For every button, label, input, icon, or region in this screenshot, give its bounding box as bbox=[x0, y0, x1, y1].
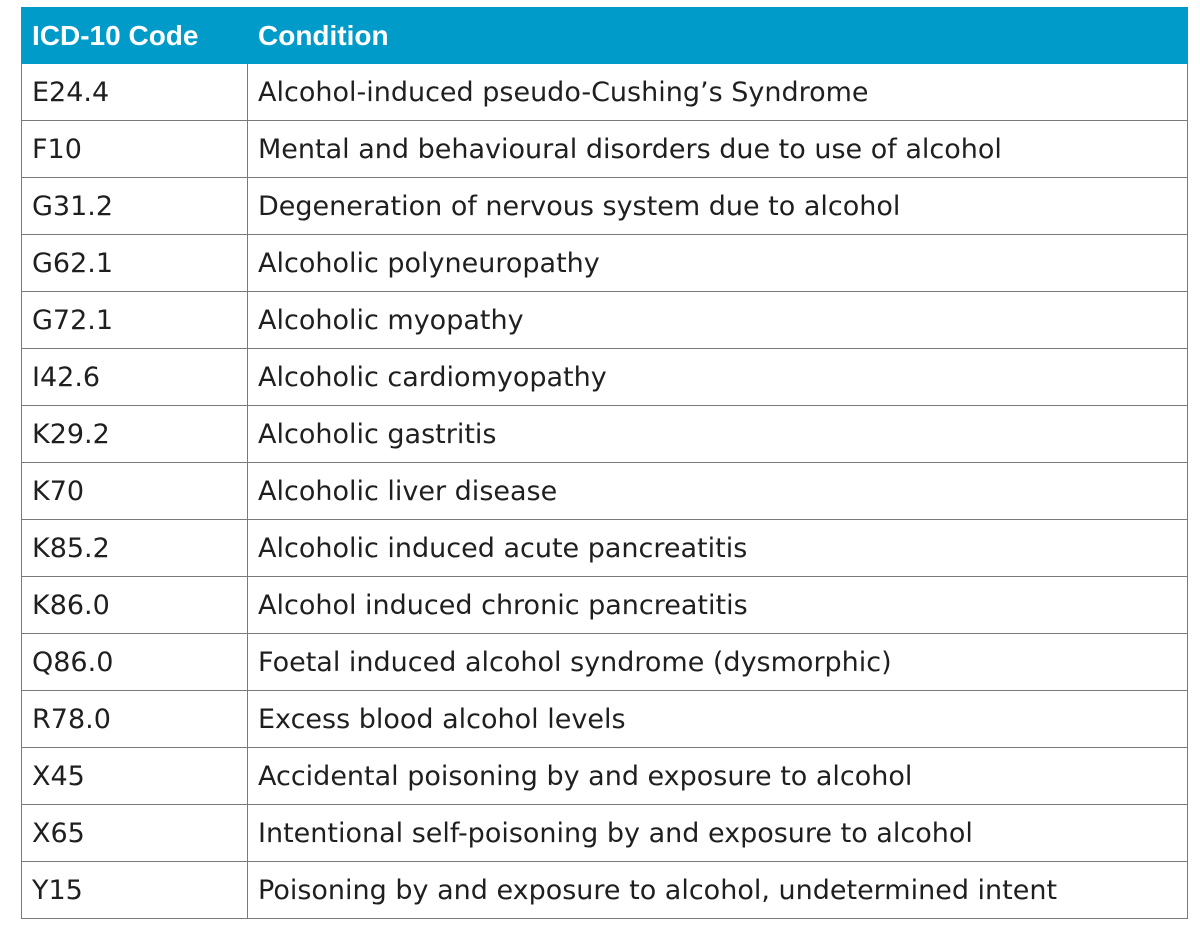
table-row bbox=[22, 64, 1188, 121]
condition-cell: Alcohol induced chronic pancreatitis bbox=[248, 577, 1188, 634]
condition-cell: Alcoholic liver disease bbox=[248, 463, 1188, 520]
code-cell: G62.1 bbox=[22, 235, 248, 292]
table-row bbox=[22, 121, 1188, 178]
table-header bbox=[22, 8, 1188, 64]
table-row bbox=[22, 748, 1188, 805]
condition-cell: Accidental poisoning by and exposure to alcohol bbox=[248, 748, 1188, 805]
code-cell: K86.0 bbox=[22, 577, 248, 634]
code-cell: I42.6 bbox=[22, 349, 248, 406]
code-cell: X45 bbox=[22, 748, 248, 805]
table-row bbox=[22, 691, 1188, 748]
condition-cell: Intentional self-poisoning by and exposure to alcohol bbox=[248, 805, 1188, 862]
table-row bbox=[22, 463, 1188, 520]
header-row bbox=[22, 8, 1188, 64]
condition-cell: Alcoholic induced acute pancreatitis bbox=[248, 520, 1188, 577]
table-row bbox=[22, 520, 1188, 577]
code-cell: Q86.0 bbox=[22, 634, 248, 691]
table-row bbox=[22, 577, 1188, 634]
table-row bbox=[22, 349, 1188, 406]
table-row bbox=[22, 178, 1188, 235]
condition-cell: Alcoholic cardiomyopathy bbox=[248, 349, 1188, 406]
condition-cell: Degeneration of nervous system due to alcohol bbox=[248, 178, 1188, 235]
icd-table-container bbox=[21, 7, 1187, 919]
table-body bbox=[22, 64, 1188, 919]
condition-cell: Excess blood alcohol levels bbox=[248, 691, 1188, 748]
code-cell: K29.2 bbox=[22, 406, 248, 463]
table-row bbox=[22, 406, 1188, 463]
code-cell: K85.2 bbox=[22, 520, 248, 577]
code-cell: X65 bbox=[22, 805, 248, 862]
condition-cell: Alcoholic myopathy bbox=[248, 292, 1188, 349]
condition-cell: Poisoning by and exposure to alcohol, undetermined intent bbox=[248, 862, 1188, 919]
column-header-code: ICD-10 Code bbox=[22, 8, 248, 64]
code-cell: G31.2 bbox=[22, 178, 248, 235]
column-header-condition: Condition bbox=[248, 8, 1188, 64]
table-row bbox=[22, 805, 1188, 862]
condition-cell: Mental and behavioural disorders due to use of alcohol bbox=[248, 121, 1188, 178]
code-cell: E24.4 bbox=[22, 64, 248, 121]
code-cell: Y15 bbox=[22, 862, 248, 919]
code-cell: K70 bbox=[22, 463, 248, 520]
condition-cell: Alcoholic polyneuropathy bbox=[248, 235, 1188, 292]
code-cell: G72.1 bbox=[22, 292, 248, 349]
condition-cell: Alcoholic gastritis bbox=[248, 406, 1188, 463]
table-row bbox=[22, 292, 1188, 349]
code-cell: R78.0 bbox=[22, 691, 248, 748]
table-row bbox=[22, 634, 1188, 691]
condition-cell: Alcohol-induced pseudo-Cushing’s Syndrome bbox=[248, 64, 1188, 121]
condition-cell: Foetal induced alcohol syndrome (dysmorphic) bbox=[248, 634, 1188, 691]
code-cell: F10 bbox=[22, 121, 248, 178]
table-row bbox=[22, 862, 1188, 919]
table-row bbox=[22, 235, 1188, 292]
icd-code-table bbox=[21, 7, 1188, 919]
